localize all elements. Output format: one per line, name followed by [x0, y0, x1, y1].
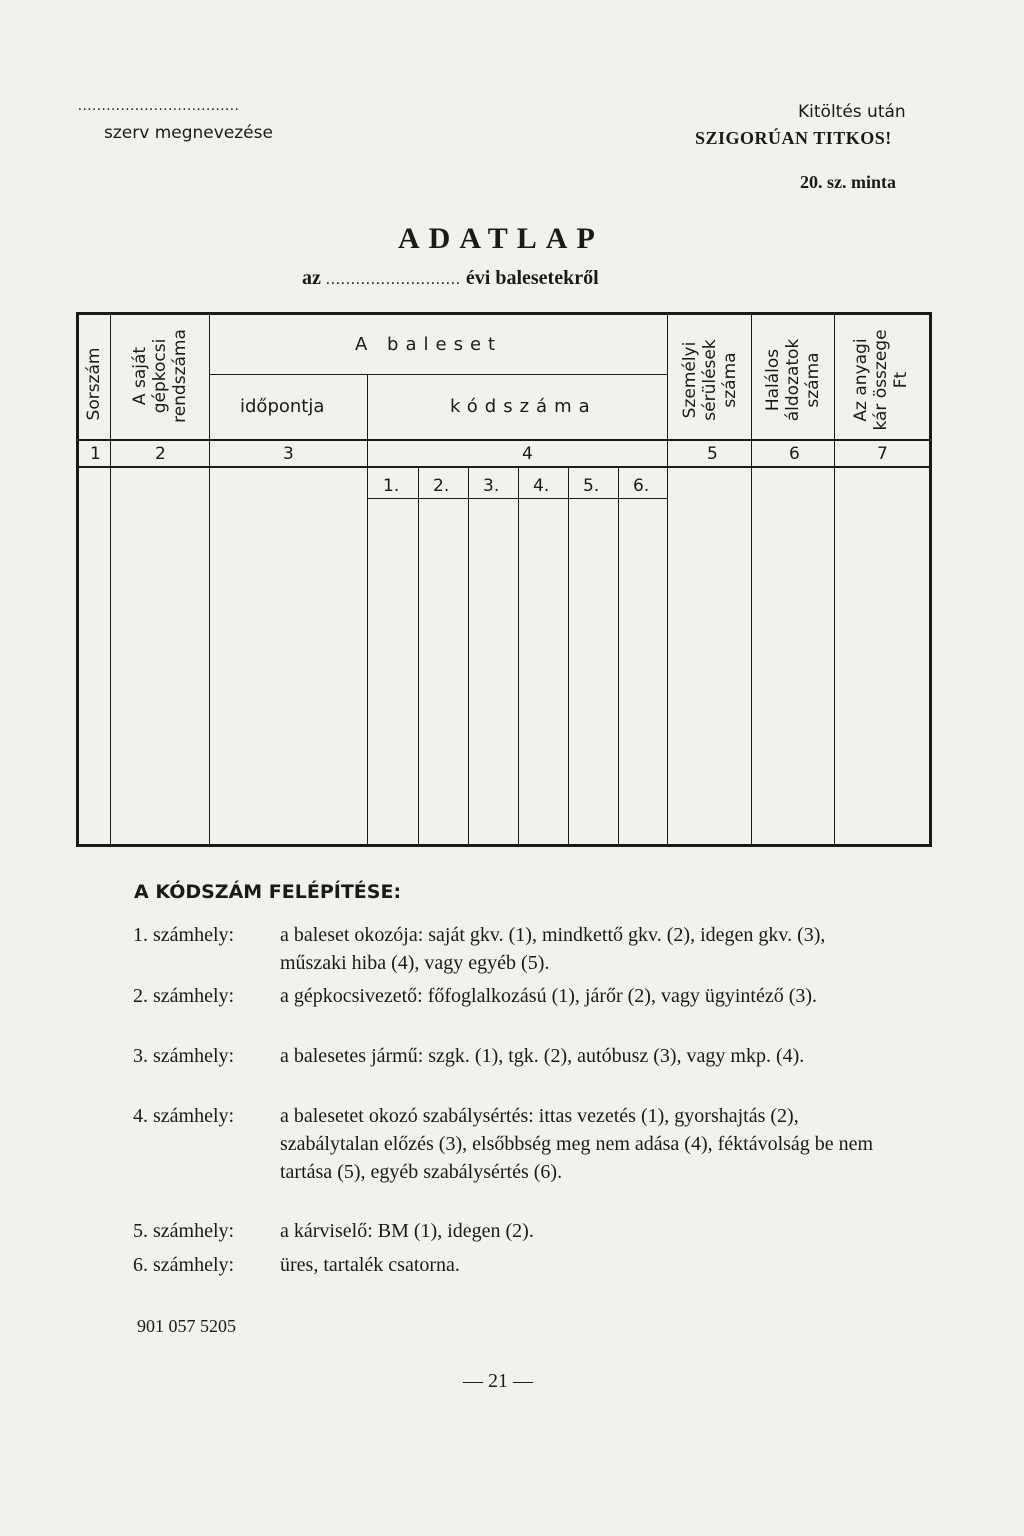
col-divider-6 — [834, 314, 835, 845]
code-item-key: 1. számhely: — [133, 924, 235, 946]
subtitle-suffix: évi balesetekről — [465, 267, 599, 289]
header-line: gépkocsi — [150, 338, 170, 414]
code-subcol-divider — [518, 467, 519, 845]
code-item-text: a balesetes jármű: szgk. (1), tgk. (2), autóbusz (3), vagy mkp. (4). — [280, 1045, 805, 1067]
table-number-divider — [76, 466, 932, 468]
col-number: 7 — [877, 444, 888, 464]
header-gepkocsi-rendszam — [130, 329, 190, 423]
classification-note: Kitöltés után — [798, 102, 906, 122]
code-item-text: a gépkocsivezető: főfoglalkozású (1), járőr (2), vagy ügyintéző (3). — [280, 985, 818, 1007]
col-number: 1 — [90, 444, 101, 464]
table-bottom-border — [76, 844, 932, 847]
header-anyagi-kar — [851, 329, 911, 430]
year-blank: ........................... — [325, 271, 461, 288]
org-name-label: szerv megnevezése — [104, 123, 273, 143]
header-line: sérülések — [700, 339, 720, 421]
table-baleset-divider — [210, 374, 668, 375]
table-top-border — [76, 312, 932, 315]
col-number: 5 — [707, 444, 718, 464]
code-item-key: 6. számhely: — [133, 1254, 235, 1276]
page-subtitle — [302, 267, 599, 290]
col-divider-5 — [751, 314, 752, 845]
code-subcol-label: 2. — [433, 476, 450, 496]
code-subcol-label: 3. — [483, 476, 500, 496]
classification-label: SZIGORÚAN TITKOS! — [695, 128, 892, 148]
code-subcol-divider — [568, 467, 569, 845]
header-kodszama: kódszáma — [450, 396, 597, 417]
header-line: Ft — [891, 371, 911, 389]
col-number: 6 — [789, 444, 800, 464]
header-line: áldozatok — [783, 338, 803, 422]
table-left-border — [76, 312, 79, 847]
code-subcol-divider — [418, 467, 419, 845]
header-idopontja: időpontja — [240, 396, 325, 417]
code-item-text: üres, tartalék csatorna. — [280, 1254, 460, 1276]
print-number: 901 057 5205 — [137, 1316, 236, 1336]
header-line: kár összege — [871, 329, 891, 431]
header-baleset: A baleset — [355, 334, 503, 355]
code-subcol-divider — [468, 467, 469, 845]
org-name-blank: .................................. — [78, 98, 240, 114]
table-header-divider — [76, 439, 932, 441]
code-item-key: 5. számhely: — [133, 1220, 235, 1242]
form-id: 20. sz. minta — [800, 172, 896, 192]
code-subcol-label: 5. — [583, 476, 600, 496]
code-item-text: a balesetet okozó szabálysértés: ittas vezetés (1), gyorshajtás (2), szabálytalan előzés (3), elsőbbség meg nem adása (4), féktávolság be nem tartása (5), egyéb szabálysértés (6). — [280, 1105, 874, 1183]
code-subcol-divider — [618, 467, 619, 845]
col-divider-3 — [367, 375, 368, 845]
subtitle-prefix: az — [302, 267, 321, 289]
header-line: száma — [803, 352, 823, 408]
header-line: Halálos — [763, 348, 783, 412]
page-title: ADATLAP — [398, 222, 604, 255]
header-line: A saját — [130, 346, 150, 406]
header-line: száma — [720, 352, 740, 408]
header-sorszam: Sorszám — [84, 347, 104, 421]
table-right-border — [929, 312, 932, 847]
header-line: Az anyagi — [851, 338, 871, 422]
col-number: 4 — [522, 444, 533, 464]
col-divider-4 — [667, 314, 668, 845]
codes-heading: A KÓDSZÁM FELÉPÍTÉSE: — [134, 881, 402, 903]
col-divider-2 — [209, 314, 210, 845]
col-divider-1 — [110, 314, 111, 845]
code-item-text: a kárviselő: BM (1), idegen (2). — [280, 1220, 534, 1242]
code-item-key: 2. számhely: — [133, 985, 235, 1007]
code-subcol-label: 1. — [383, 476, 400, 496]
header-szemelyi-serulesek — [680, 339, 740, 420]
header-line: rendszáma — [170, 329, 190, 423]
code-subcol-label: 6. — [633, 476, 650, 496]
header-halalos-aldozatok — [763, 339, 823, 422]
col-number: 2 — [155, 444, 166, 464]
code-subcol-label: 4. — [533, 476, 550, 496]
col-number: 3 — [283, 444, 294, 464]
page-number: — 21 — — [463, 1370, 533, 1392]
code-item-key: 3. számhely: — [133, 1045, 235, 1067]
code-item-text: a baleset okozója: saját gkv. (1), mindkettő gkv. (2), idegen gkv. (3), műszaki hiba (4), vagy egyéb (5). — [280, 924, 826, 974]
code-item-key: 4. számhely: — [133, 1105, 235, 1127]
header-line: Személyi — [680, 341, 700, 419]
